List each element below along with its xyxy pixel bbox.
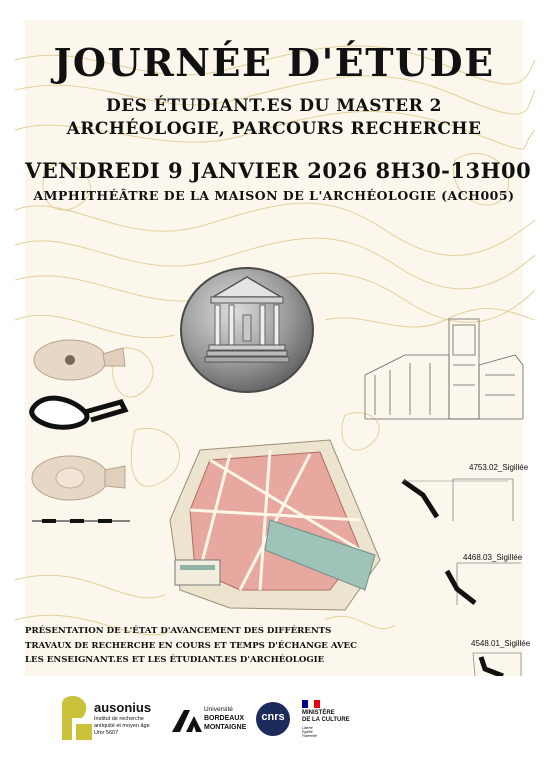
town-plan-map — [170, 440, 385, 615]
poster-title: JOURNÉE D'ÉTUDE — [53, 40, 495, 85]
oil-lamp-drawing — [25, 340, 135, 540]
ubm-logo — [172, 706, 252, 738]
ausonius-tagline-1: Institut de recherche — [94, 716, 144, 722]
event-description — [25, 624, 385, 668]
ausonius-name: ausonius — [94, 700, 152, 715]
sherd-profile-panel — [393, 445, 531, 676]
cnrs-logo — [256, 702, 290, 736]
partner-logos-footer — [0, 676, 548, 773]
ubm-line-3: MONTAIGNE — [204, 724, 247, 731]
culture-line-1: MINISTÈRE — [302, 710, 335, 716]
ausonius-logo — [58, 694, 162, 740]
coin-illustration — [177, 265, 317, 395]
church-elevation-drawing — [365, 315, 523, 425]
ubm-line-1: Université — [204, 706, 233, 713]
description-line1: PRÉSENTATION DE L'ÉTAT D'AVANCEMENT DES DIFFÉRENTS — [25, 626, 332, 636]
poster-subtitle-line1: DES ÉTUDIANT.ES DU MASTER 2 — [105, 96, 443, 116]
event-date: VENDREDI 9 JANVIER 2026 8H30-13H00 — [25, 158, 532, 183]
description-line2: TRAVAUX DE RECHERCHE EN COURS ET TEMPS D'ÉCHANGE AVEC — [25, 640, 357, 651]
scale-bar — [30, 513, 140, 535]
culture-motto-2: Égalité — [302, 730, 313, 734]
marianne-flag-icon — [302, 700, 320, 708]
poster-subtitle-line2: ARCHÉOLOGIE, PARCOURS RECHERCHE — [66, 119, 482, 139]
sherd-label-1: 4753.02_Sigillée — [469, 463, 529, 472]
sherd-label-3: 4548.01_Sigillée — [471, 639, 531, 648]
culture-line-2: DE LA CULTURE — [302, 717, 350, 723]
event-venue: AMPHITHÉÂTRE DE LA MAISON DE L'ARCHÉOLOGIE (ACH005) — [33, 188, 515, 203]
description-line3: LES ENSEIGNANT.ES ET LES ÉTUDIANT.ES D'ARCHÉOLOGIE — [25, 655, 325, 665]
marianne-logo — [302, 700, 372, 744]
ausonius-icon — [58, 694, 94, 740]
ubm-icon — [172, 710, 202, 732]
ausonius-tagline-2: antiquité et moyen âge — [94, 723, 150, 729]
ubm-line-2: BORDEAUX — [204, 715, 245, 722]
ausonius-tagline-3: Umr 5607 — [94, 730, 119, 736]
sherd-label-2: 4468.03_Sigillée — [463, 553, 523, 562]
culture-motto-3: Fraternité — [302, 734, 317, 738]
poster — [25, 20, 532, 676]
cnrs-wordmark: cnrs — [261, 711, 285, 723]
culture-motto-1: Liberté — [302, 726, 313, 730]
